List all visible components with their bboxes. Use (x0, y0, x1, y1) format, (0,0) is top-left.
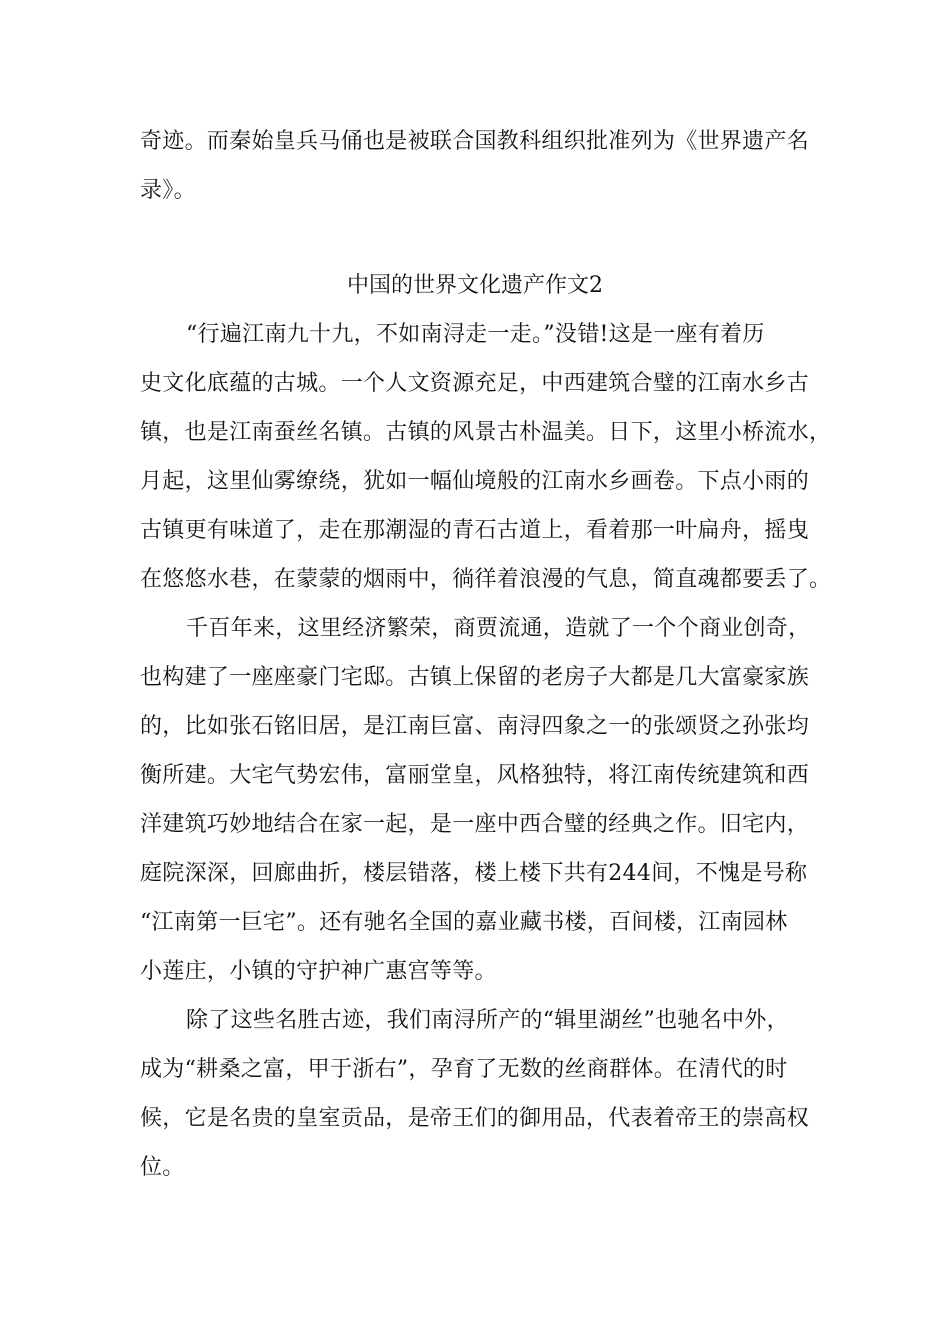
text-line: 镇，也是江南蚕丝名镇。古镇的风景古朴温美。日下，这里小桥流水， (140, 420, 832, 445)
text-line: 奇迹。而秦始皇兵马俑也是被联合国教科组织批准列为《世界遗产名 (140, 129, 810, 154)
text-line: 史文化底蕴的古城。一个人文资源充足，中西建筑合璧的江南水乡古 (140, 371, 810, 396)
text-line: “江南第一巨宅”。还有驰名全国的嘉业藏书楼，百间楼，江南园林 (140, 910, 788, 935)
text-line: 成为“耕桑之富，甲于浙右”，孕育了无数的丝商群体。在清代的时 (140, 1057, 788, 1082)
text-line: “行遍江南九十九，不如南浔走一走。”没错!这是一座有着历 (186, 322, 765, 347)
text-line: 小莲庄，小镇的守护神广惠宫等等。 (140, 959, 497, 984)
section-title: 中国的世界文化遗产作文2 (347, 273, 603, 298)
text-line: 千百年来，这里经济繁荣，商贾流通，造就了一个个商业创奇， (186, 616, 811, 641)
text-line: 的，比如张石铭旧居，是江南巨富、南浔四象之一的张颂贤之孙张均 (140, 714, 810, 739)
text-line: 位。 (140, 1155, 185, 1180)
text-line: 古镇更有味道了，走在那潮湿的青石古道上，看着那一叶扁舟，摇曳 (140, 518, 810, 543)
text-line: 在悠悠水巷，在蒙蒙的烟雨中，徜徉着浪漫的气息，简直魂都要丢了。 (140, 567, 832, 592)
text-line: 录》。 (140, 178, 196, 203)
text-line: 庭院深深，回廊曲折，楼层错落，楼上楼下共有244间，不愧是号称 (140, 861, 808, 886)
text-line: 衡所建。大宅气势宏伟，富丽堂皇，风格独特，将江南传统建筑和西 (140, 763, 810, 788)
text-line: 月起，这里仙雾缭绕，犹如一幅仙境般的江南水乡画卷。下点小雨的 (140, 469, 810, 494)
text-line: 也构建了一座座豪门宅邸。古镇上保留的老房子大都是几大富豪家族 (140, 665, 810, 690)
text-line: 洋建筑巧妙地结合在家一起，是一座中西合璧的经典之作。旧宅内， (140, 812, 810, 837)
text-line: 候，它是名贵的皇室贡品，是帝王们的御用品，代表着帝王的崇高权 (140, 1106, 810, 1131)
text-line: 除了这些名胜古迹，我们南浔所产的“辑里湖丝”也驰名中外， (186, 1008, 789, 1033)
